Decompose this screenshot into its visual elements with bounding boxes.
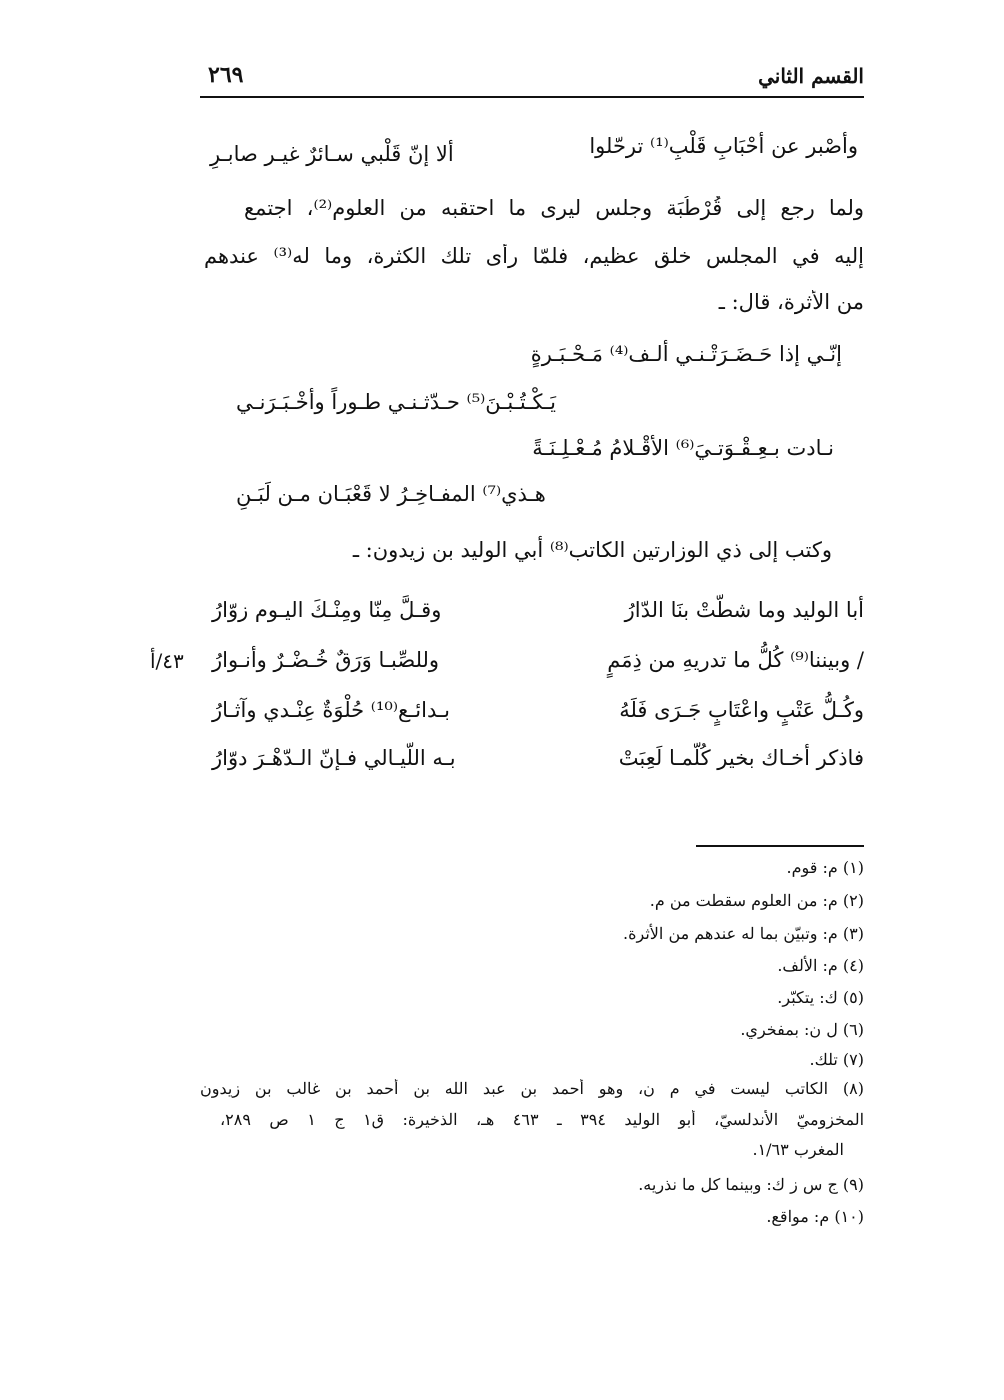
- page-number: ٢٦٩: [208, 62, 244, 88]
- paragraph-line: ولما رجع إلى قُرْطُبَة وجلس ليرى ما احتقبه من العلوم⁽²⁾، اجتمع: [244, 196, 864, 220]
- running-header: [200, 62, 864, 94]
- footnote: (١) م: قوم.: [786, 858, 864, 877]
- header-rule: [200, 96, 864, 98]
- footnote: (١٠) م: مواقع.: [766, 1207, 864, 1226]
- footnote: (٥) ك: يتكبّر.: [777, 988, 864, 1007]
- footnote-continuation: المغرب ١/٦٣.: [752, 1140, 844, 1159]
- footnote: (٤) م: الألف.: [777, 956, 864, 975]
- poem-introduction: وكتب إلى ذي الوزارتين الكاتب⁽⁸⁾ أبي الوليد بن زيدون: ـ: [352, 538, 832, 562]
- footnote: (٩) ج س ز ك: وبينما كل ما نذريه.: [638, 1175, 864, 1194]
- manuscript-folio-reference: ٤٣/أ: [150, 649, 184, 673]
- verse-left-hemistich: وقـلَّ مِنّا ومِنْـكَ اليـوم زوّارُ: [212, 598, 442, 622]
- verse-right-hemistich: وكُـلُّ عَتْبٍ واعْتَابٍ جَـرَى فَلَهُ: [619, 698, 864, 722]
- footnote: (٨) الكاتب ليست في م ن، وهو أحمد بن عبد الله بن أحمد بن غالب بن زيدون: [200, 1079, 864, 1098]
- footnote-separator: [696, 845, 864, 847]
- verse-left-hemistich: بـدائـع⁽¹⁰⁾ حُلْوَةٌ عِنْـدي وآثـارُ: [212, 698, 450, 722]
- footnote: (٦) ل ن: بمفخري.: [740, 1020, 864, 1039]
- section-title: القسم الثاني: [758, 64, 864, 88]
- verse-right-hemistich: أبا الوليد وما شطّتْ بنَا الدّارُ: [624, 598, 864, 622]
- paragraph-line: إليه في المجلس خلق عظيم، فلمّا رأى تلك الكثرة، وما له⁽³⁾ عندهم: [204, 244, 864, 268]
- poem-line: إنّـي إذا حَـضَـرَتْـنـي ألـف⁽⁴⁾ مَـحْـبَـرةٍ: [530, 342, 842, 366]
- footnote: (٧) تلك.: [809, 1050, 864, 1069]
- poem-line: نـادت بـعِـقْـوَتـيَ⁽⁶⁾ الأقْـلامُ مُـعْـلِـنَـةً: [532, 436, 834, 460]
- verse-left-hemistich: وللصِّبـا وَرَقٌ خُـضْـرٌ وأنـوارُ: [212, 648, 440, 672]
- footnote: (٢) م: من العلوم سقطت من م.: [649, 891, 864, 910]
- verse-left-hemistich: ألا إنّ قَلْبي سـائرٌ غيـر صابـرِ: [210, 142, 454, 166]
- footnote-continuation: المخزوميّ الأندلسيّ، أبو الوليد ٣٩٤ ـ ٤٦٣ هـ، الذخيرة: ق١ ج ١ ص ٢٨٩،: [220, 1110, 864, 1129]
- verse-right-hemistich: فاذكر أخـاك بخير كُلّمـا لَعِبَتْ: [618, 746, 864, 770]
- paragraph-line: من الأثرة، قال: ـ: [718, 290, 864, 314]
- verse-right-hemistich: / وبيننا⁽⁹⁾ كُلُّ ما تدريهِ من ذِمَمٍ: [607, 648, 864, 672]
- verse-right-hemistich: وأصْبر عن أحْبَابِ قَلْبِ⁽¹⁾ ترحّلوا: [589, 134, 858, 158]
- poem-line: هـذي⁽⁷⁾ المفـاخِـرُ لا قَعْبَـان مـن لَبَـنِ: [236, 482, 546, 506]
- poem-line: يَـكْـتُـبْـنَ⁽⁵⁾ حـدّثـنـي طـوراً وأخْـبَـرَنـي: [236, 390, 557, 414]
- footnote: (٣) م: وتبيّن بما له عندهم من الأثرة.: [623, 924, 864, 943]
- verse-left-hemistich: بـه اللّيـالي فـإنّ الـدّهْـرَ دوّارُ: [212, 746, 456, 770]
